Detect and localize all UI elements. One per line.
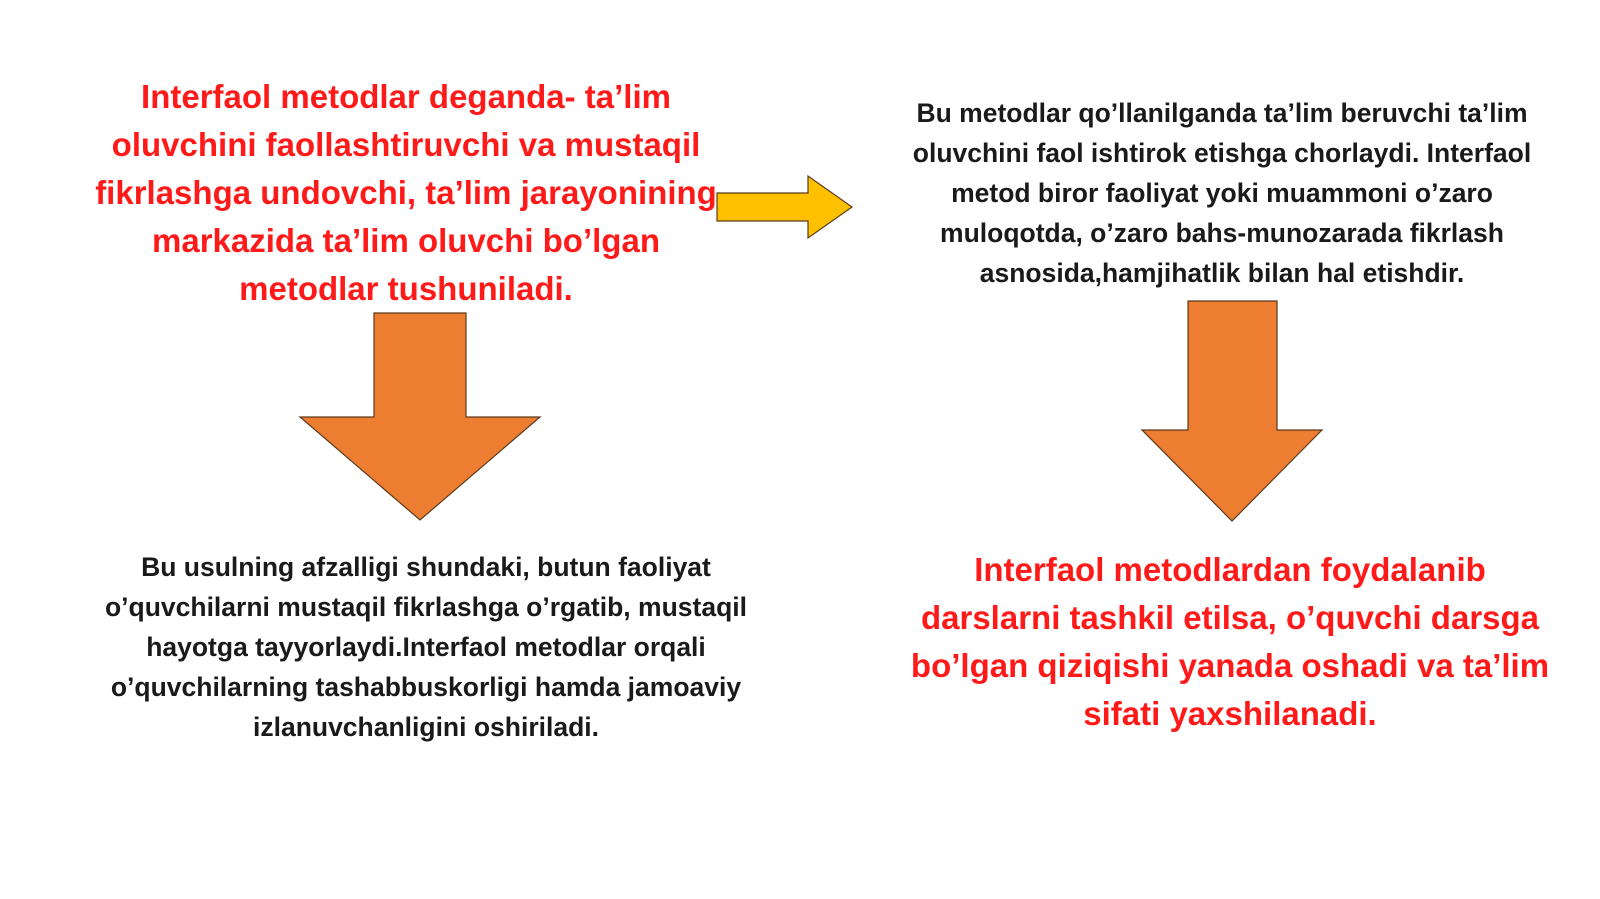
advantage-text: Bu usulning afzalligi shundaki, butun faoliyat o’quvchilarni mustaqil fikrlashga o’rgatib, mustaqil hayotga tayyorlaydi.Interfaol metodlar orqali o’quvchilarning tashabbuskorligi hamda jamoaviy izlanuvchanligini oshiriladi. (104, 552, 747, 742)
method-description-text: Bu metodlar qo’llanilganda ta’lim beruvchi ta’lim oluvchini faol ishtirok etishga chorlaydi. Interfaol metod biror faoliyat yoki muammoni o’zaro muloqotda, o’zaro bahs-munozarada fikrlash asnosida,hamjihatlik bilan hal etishdir. (912, 98, 1532, 288)
arrow-down-icon (1137, 296, 1327, 526)
conclusion-text: Interfaol metodlardan foydalanib darslarni tashkil etilsa, o’quvchi darsga bo’lgan qiziqishi yanada oshadi va ta’lim sifati yaxshilanadi. (910, 551, 1550, 732)
arrow-right-icon (710, 170, 860, 244)
definition-text: Interfaol metodlar deganda- ta’lim oluvchini faollashtiruvchi va mustaqil fikrlashga undovchi, ta’lim jarayonining markazida ta’lim oluvchi bo’lgan metodlar tushuniladi. (95, 78, 717, 307)
arrow-down-icon (295, 308, 545, 526)
